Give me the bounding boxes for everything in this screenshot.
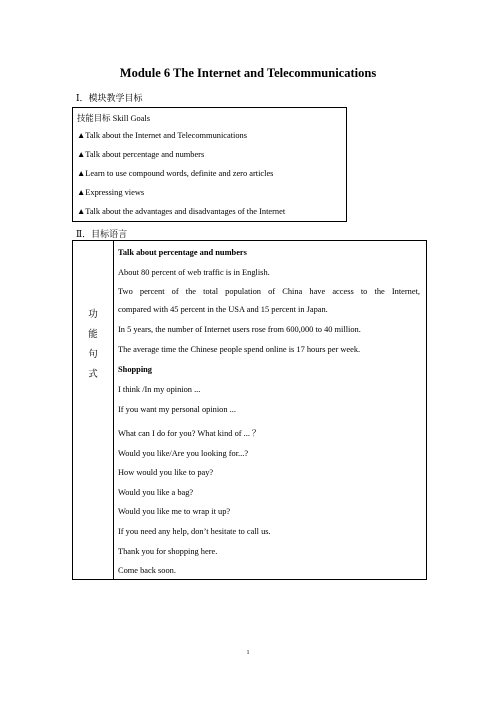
row-label-char: 能 [88, 330, 98, 340]
sentence-line: Two percent of the total population of China have access to the Internet, [118, 287, 420, 296]
row-label-char: 句 [88, 350, 98, 360]
sentence-line: Would you like/Are you looking for...? [118, 449, 249, 458]
skill-goals-box [72, 107, 347, 222]
goal-item: ▲Talk about percentage and numbers [77, 150, 205, 159]
goal-item: ▲Talk about the advantages and disadvantages of the Internet [77, 207, 286, 216]
goal-item: ▲Talk about the Internet and Telecommunications [77, 131, 247, 140]
heading-shopping: Shopping [118, 365, 152, 374]
sentence-line: About 80 percent of web traffic is in English. [118, 268, 270, 277]
row-label-char: 功 [88, 310, 98, 320]
document-title: Module 6 The Internet and Telecommunications [119, 66, 377, 80]
section-heading-goals: Ⅰ．模块教学目标 [76, 93, 143, 103]
sentence-line: Thank you for shopping here. [118, 547, 218, 556]
page-number: 1 [246, 650, 250, 656]
sentence-line: How would you like to pay? [118, 468, 214, 477]
goal-item: ▲Learn to use compound words, definite and zero articles [77, 169, 274, 178]
sentence-line: In 5 years, the number of Internet users rose from 600,000 to 40 million. [118, 325, 361, 334]
sentence-line: compared with 45 percent in the USA and 15 percent in Japan. [118, 305, 328, 314]
column-divider [113, 241, 114, 579]
sentence-line: What can I do for you? What kind of ... ？ [118, 429, 261, 438]
sentence-line: I think /In my opinion ... [118, 385, 201, 394]
sentence-line: Would you like me to wrap it up? [118, 507, 231, 516]
sentence-line: Would you like a bag? [118, 488, 194, 497]
section-heading-language: Ⅱ．目标语言 [76, 229, 128, 239]
skill-goals-header: 技能目标 Skill Goals [77, 114, 151, 123]
sentence-line: If you need any help, don’t hesitate to call us. [118, 527, 271, 536]
sentence-line: If you want my personal opinion ... [118, 405, 236, 414]
row-label-functional-sentences [73, 305, 113, 385]
heading-percentage: Talk about percentage and numbers [118, 248, 247, 257]
target-language-table [72, 240, 427, 580]
sentence-line: The average time the Chinese people spend online is 17 hours per week. [118, 345, 361, 354]
sentence-line: Come back soon. [118, 566, 176, 575]
goal-item: ▲Expressing views [77, 188, 145, 197]
row-label-char: 式 [88, 370, 98, 380]
